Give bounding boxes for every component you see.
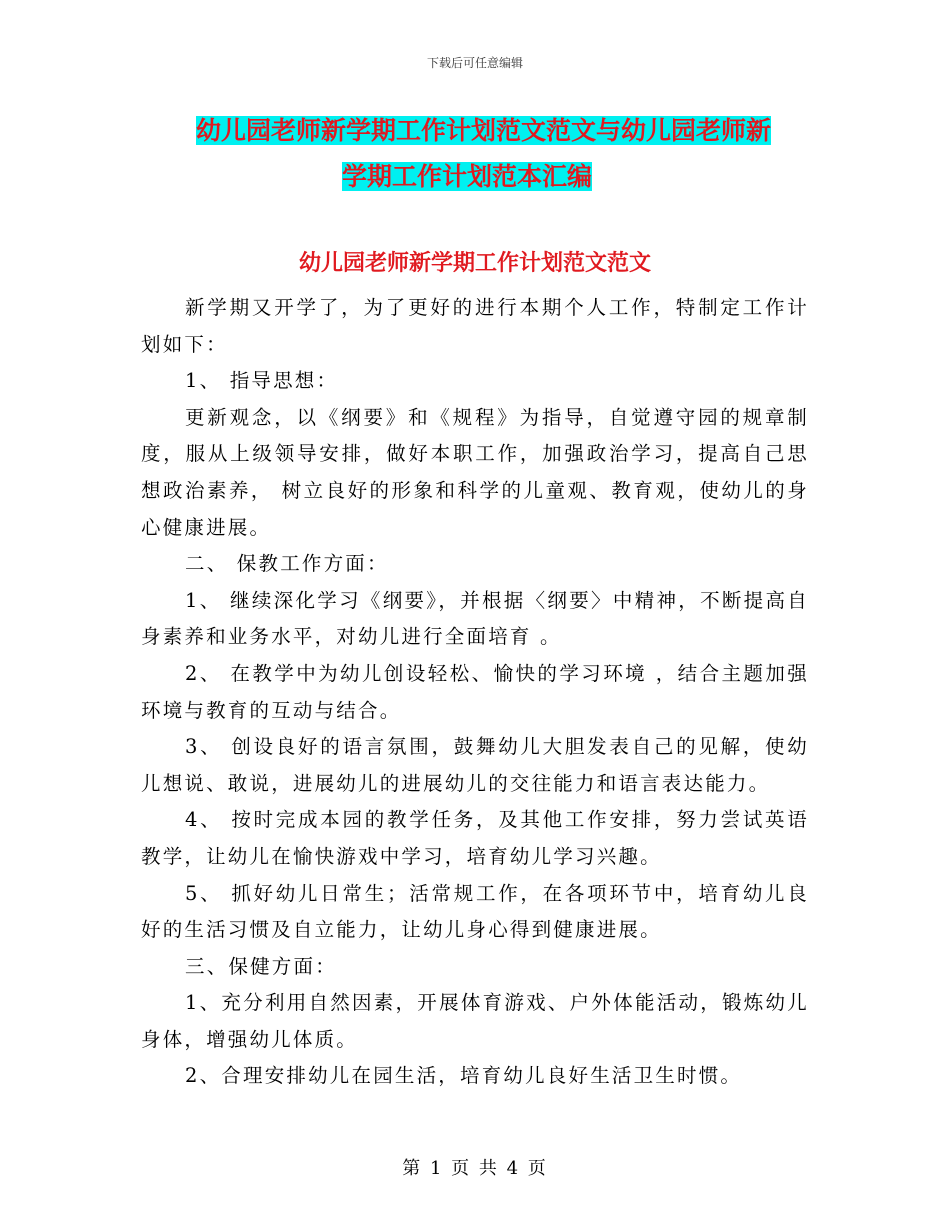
section-title: 幼儿园老师新学期工作计划范文范文 — [298, 251, 651, 276]
paragraph-teaching-3: 3、 创设良好的语言氛围，鼓舞幼儿大胆发表自己的见解，使幼儿想说、敢说，进展幼儿的进展幼儿的交往能力和语言表达能力。 — [141, 735, 809, 795]
paragraph-teaching-2: 2、 在教学中为幼儿创设轻松、愉快的学习环境 ，结合主题加强环境与教育的互动与结合。 — [141, 661, 809, 722]
title-line-1 — [140, 108, 810, 154]
paragraph-heading-guiding-thought: 1、 指导思想： — [185, 369, 339, 393]
title-line-1-text: 幼儿园老师新学期工作计划范文范文与幼儿园老师新 — [196, 116, 772, 145]
document-title — [140, 108, 810, 200]
paragraph-heading-health: 三、保健方面： — [185, 954, 337, 978]
paragraph-teaching-1: 1、 继续深化学习《纲要》，并根据〈纲要〉中精神，不断提高自身素养和业务水平，对幼儿进行全面培育 。 — [141, 588, 809, 649]
paragraph-guiding-thought: 更新观念，以《纲要》和《规程》为指导，自觉遵守园的规章制度，服从上级领导安排，做好本职工作，加强政治学习，提高自己思想政治素养， 树立良好的形象和科学的儿童观、教育观，使幼儿的身心健康进展。 — [141, 405, 809, 539]
paragraph-heading-teaching: 二、 保教工作方面： — [185, 552, 389, 576]
paragraph-intro: 新学期又开学了，为了更好的进行本期个人工作，特制定工作计划如下： — [141, 296, 809, 356]
document-body — [141, 290, 809, 1095]
paragraph-health-2: 2、合理安排幼儿在园生活，培育幼儿良好生活卫生时惯。 — [185, 1064, 743, 1088]
paragraph-teaching-5: 5、 抓好幼儿日常生；活常规工作，在各项环节中，培育幼儿良好的生活习惯及自立能力，让幼儿身心得到健康进展。 — [141, 881, 809, 942]
page-header-note: 下载后可任意编辑 — [426, 56, 523, 70]
page-number: 第 1 页 共 4 页 — [402, 1158, 548, 1179]
title-line-2-text: 学期工作计划范本汇编 — [342, 162, 593, 191]
paragraph-teaching-4: 4、 按时完成本园的教学任务，及其他工作安排，努力尝试英语教学，让幼儿在愉快游戏中学习，培育幼儿学习兴趣。 — [141, 808, 809, 868]
paragraph-health-1: 1、充分利用自然因素，开展体育游戏、户外体能活动，锻炼幼儿身体，增强幼儿体质。 — [141, 991, 809, 1051]
title-line-2 — [140, 154, 810, 200]
